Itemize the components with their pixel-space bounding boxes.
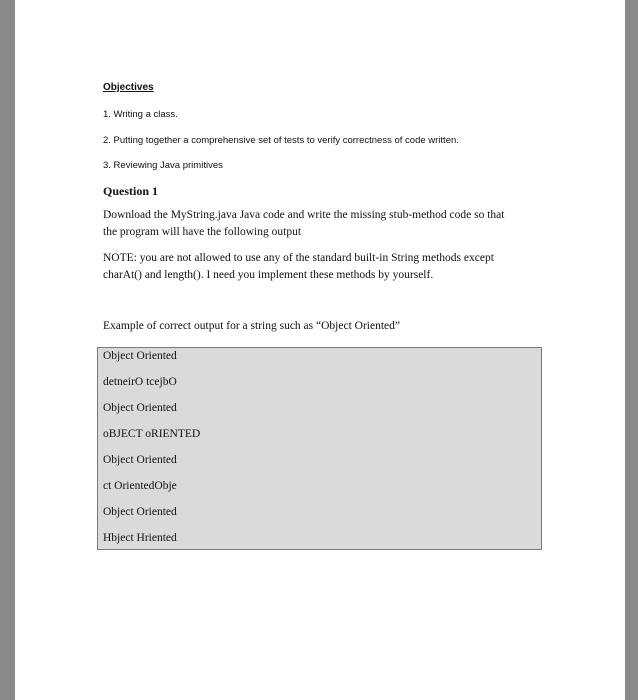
output-line: ct OrientedObje — [103, 480, 177, 492]
objective-item-3: 3. Reviewing Java primitives — [103, 160, 223, 171]
objective-item-2: 2. Putting together a comprehensive set of tests to verify correctness of code written. — [103, 135, 459, 146]
objectives-heading: Objectives — [103, 82, 154, 93]
document-page — [15, 0, 625, 700]
output-line: detneirO tcejbO — [103, 376, 177, 388]
output-line: Object Oriented — [103, 402, 177, 414]
question-paragraph-line-2: the program will have the following output — [103, 226, 302, 238]
question-heading: Question 1 — [103, 184, 159, 198]
output-line: Object Oriented — [103, 350, 177, 362]
example-output-box — [97, 347, 542, 550]
note-line-2: charAt() and length(). I need you implement these methods by yourself. — [103, 269, 434, 281]
output-line: oBJECT oRIENTED — [103, 428, 201, 440]
output-line: Object Oriented — [103, 454, 177, 466]
output-line: Object Oriented — [103, 506, 177, 518]
question-paragraph-line-1: Download the MyString.java Java code and write the missing stub-method code so that — [103, 209, 505, 221]
example-intro: Example of correct output for a string such as “Object Oriented” — [103, 320, 400, 332]
note-line-1: NOTE: you are not allowed to use any of the standard built-in String methods except — [103, 252, 494, 264]
output-line: Hbject Hriented — [103, 532, 177, 544]
objective-item-1: 1. Writing a class. — [103, 109, 178, 120]
